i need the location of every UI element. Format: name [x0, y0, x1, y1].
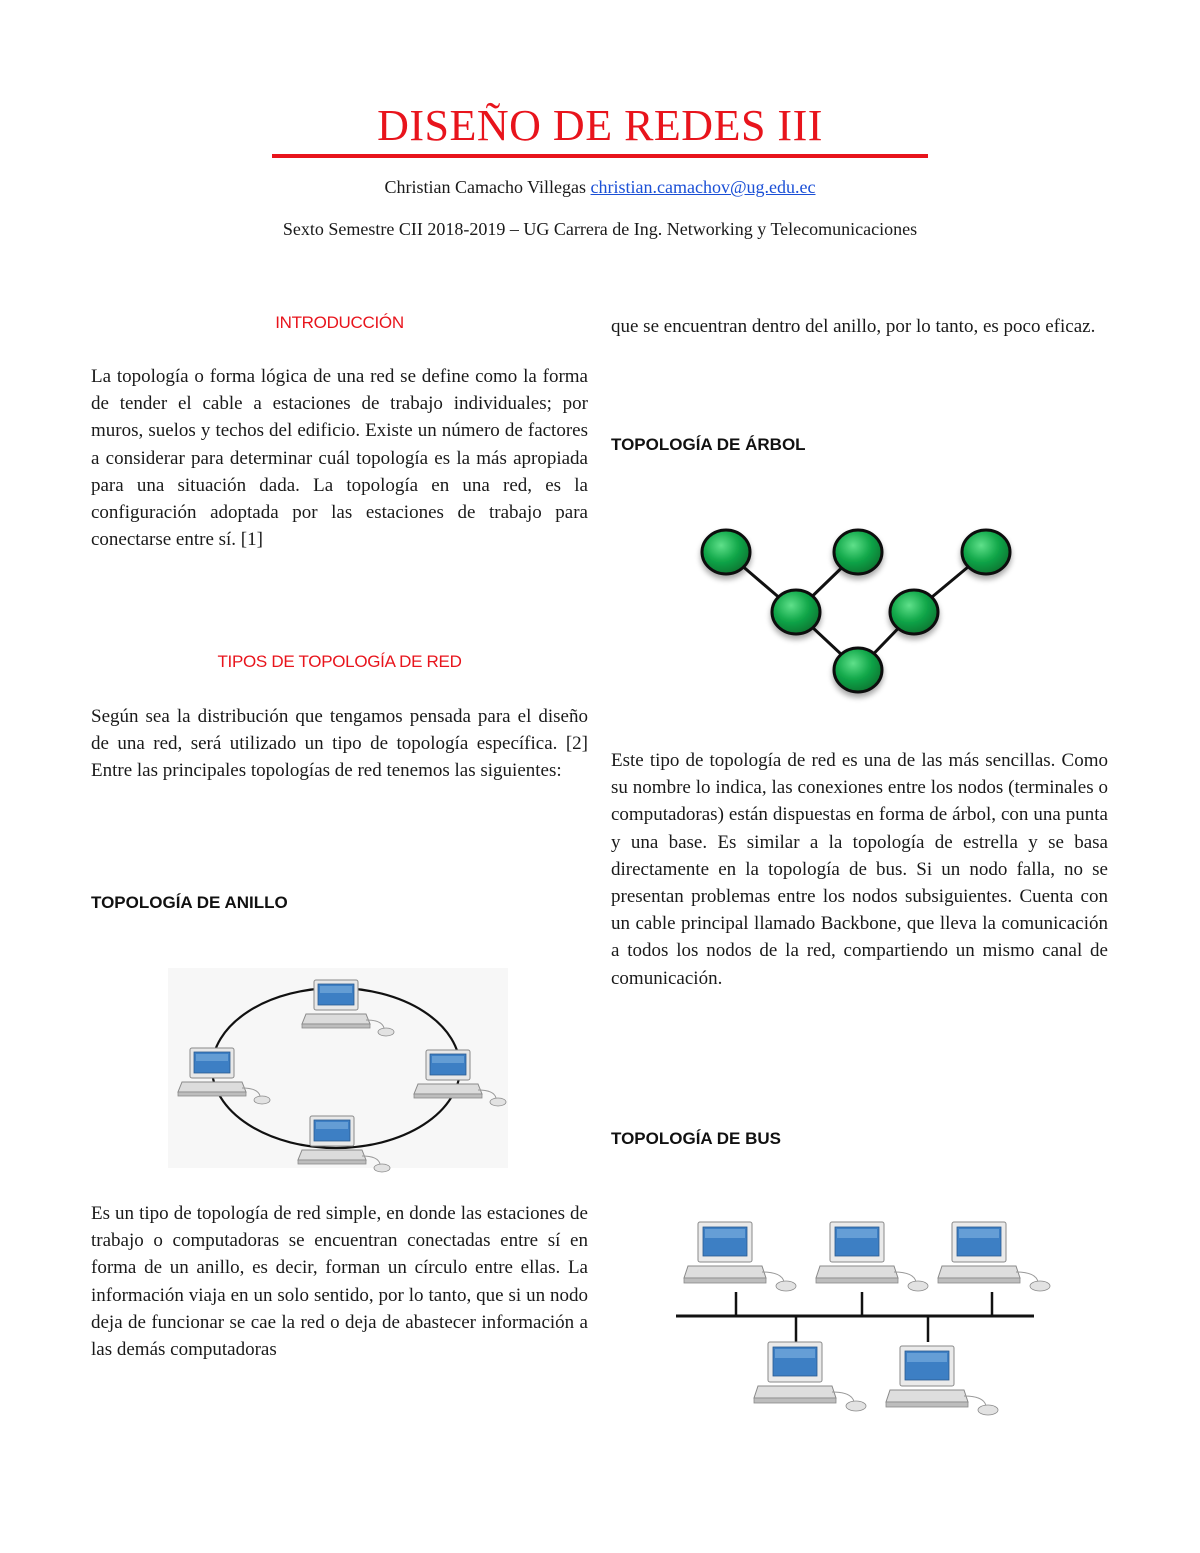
- tree-node-root: [834, 648, 882, 692]
- bus-computer-bottom-1: [754, 1342, 866, 1411]
- author-email-link[interactable]: christian.camachov@ug.edu.ec: [590, 177, 816, 197]
- author-name: Christian Camacho Villegas: [384, 177, 587, 197]
- ring-topology-figure: [168, 968, 508, 1168]
- intro-paragraph: La topología o forma lógica de una red se define como la forma de tender el cable a estaciones de trabajo individuales; por muros, suelos y techos del edificio. Existe un número de factores a considerar para determinar cuál topología es la más apropiada para una situación dada. La topología en una red, es la configuración adoptada por las estaciones de trabajo para conectarse entre sí. [1]: [91, 366, 588, 551]
- arbol-paragraph: Este tipo de topología de red es una de las más sencillas. Como su nombre lo indica, las conexiones entre los nodos (terminales o computadoras) están dispuestas en forma de árbol, con una punta y una base. Es similar a la topología de estrella y se basa directamente en la topología de bus. Si un nodo falla, no se presentan problemas entre los nodos subsiguientes. Cuenta con un cable principal llamado Backbone, que lleva la comunicación a todos los nodos de la red, compartiendo un mismo canal de comunicación.: [611, 750, 1108, 989]
- tree-topology-figure: [690, 520, 1030, 710]
- bus-computer-top-2: [816, 1222, 928, 1291]
- tree-node: [962, 530, 1010, 574]
- anillo-continuation-paragraph: que se encuentran dentro del anillo, por lo tanto, es poco eficaz.: [611, 316, 1096, 337]
- tipos-heading: TIPOS DE TOPOLOGÍA DE RED: [217, 652, 462, 671]
- author-line: [0, 176, 1200, 198]
- intro-heading: INTRODUCCIÓN: [275, 313, 404, 332]
- page-title: DISEÑO DE REDES III: [377, 101, 823, 150]
- tipos-paragraph: Según sea la distribución que tengamos pensada para el diseño de una red, será utilizado un tipo de topología específica. [2] Entre las principales topologías de red tenemos las siguientes:: [91, 706, 588, 782]
- bus-topology-figure: [674, 1218, 1044, 1428]
- tree-node: [702, 530, 750, 574]
- tree-node: [890, 590, 938, 634]
- bus-computer-top-3: [938, 1222, 1050, 1291]
- bus-heading: TOPOLOGÍA DE BUS: [611, 1129, 782, 1148]
- anillo-heading: TOPOLOGÍA DE ANILLO: [91, 893, 288, 912]
- bus-computer-bottom-2: [886, 1346, 998, 1415]
- tree-node: [772, 590, 820, 634]
- arbol-heading: TOPOLOGÍA DE ÁRBOL: [611, 435, 806, 454]
- bus-computer-top-1: [684, 1222, 796, 1291]
- anillo-paragraph: Es un tipo de topología de red simple, en donde las estaciones de trabajo o computadoras se encuentran conectadas entre sí en forma de un anillo, es decir, forman un círculo entre ellas. La información viaja en un solo sentido, por lo tanto, que si un nodo deja de funcionar se cae la red o deja de abastecer información a las demás computadoras: [91, 1203, 588, 1361]
- title-underline: [272, 154, 928, 158]
- semester-line: Sexto Semestre CII 2018-2019 – UG Carrera de Ing. Networking y Telecomunicaciones: [282, 219, 918, 239]
- tree-node: [834, 530, 882, 574]
